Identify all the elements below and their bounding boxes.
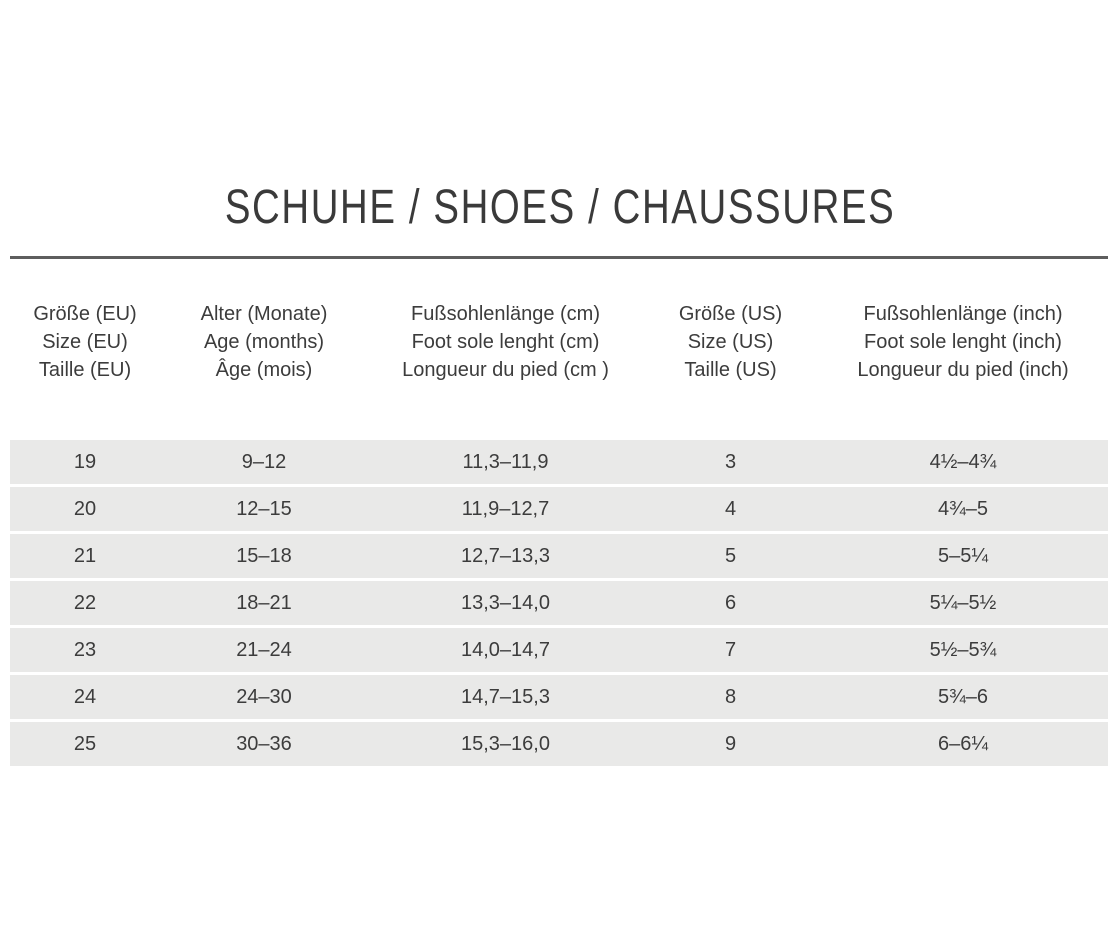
- cell-size-eu: 20: [73, 497, 97, 520]
- header-line-de: Fußsohlenlänge (inch): [863, 303, 1063, 325]
- cell-sole-inch: 5¼–5½: [929, 591, 997, 614]
- page-title: [0, 181, 1120, 234]
- header-line-en: Size (EU): [42, 331, 128, 353]
- header-line-fr: Longueur du pied (inch): [857, 359, 1069, 381]
- header-line-fr: Taille (US): [684, 359, 777, 381]
- cell-age: 21–24: [236, 638, 292, 661]
- cell-sole-cm: 13,3–14,0: [461, 591, 550, 614]
- table-row: [10, 487, 1108, 531]
- cell-sole-inch: 4¾–5: [937, 497, 989, 520]
- cell-size-eu: 24: [73, 685, 97, 708]
- cell-sole-cm: 15,3–16,0: [461, 732, 550, 755]
- header-line-fr: Taille (EU): [38, 359, 132, 381]
- cell-size-eu: 25: [73, 732, 97, 755]
- header-line-de: Größe (EU): [33, 303, 137, 325]
- cell-age: 24–30: [236, 685, 292, 708]
- cell-age: 12–15: [236, 497, 292, 520]
- cell-sole-inch: 5½–5¾: [929, 638, 997, 661]
- cell-sole-cm: 14,7–15,3: [461, 685, 550, 708]
- header-line-fr: Longueur du pied (cm ): [402, 359, 609, 381]
- cell-sole-cm: 14,0–14,7: [461, 638, 550, 661]
- cell-size-us: 9: [724, 732, 737, 755]
- cell-age: 30–36: [236, 732, 292, 755]
- cell-size-eu: 22: [73, 591, 97, 614]
- cell-size-us: 6: [724, 591, 737, 614]
- column-header-sole-inch: [818, 300, 1108, 384]
- cell-size-us: 3: [724, 450, 737, 473]
- cell-sole-inch: 4½–4¾: [929, 450, 997, 473]
- column-header-size-us: [643, 300, 818, 384]
- cell-size-eu: 23: [73, 638, 97, 661]
- column-header-size-eu: [10, 300, 160, 384]
- header-line-de: Fußsohlenlänge (cm): [411, 303, 600, 325]
- table-body: [10, 440, 1108, 769]
- table-row: [10, 534, 1108, 578]
- title-divider: [10, 256, 1108, 259]
- header-line-de: Alter (Monate): [200, 303, 328, 325]
- table-row: [10, 440, 1108, 484]
- header-line-en: Age (months): [203, 331, 325, 353]
- cell-sole-inch: 5–5¼: [937, 544, 989, 567]
- table-row: [10, 581, 1108, 625]
- cell-sole-inch: 6–6¼: [937, 732, 989, 755]
- cell-age: 18–21: [236, 591, 292, 614]
- cell-size-eu: 19: [73, 450, 97, 473]
- cell-sole-cm: 12,7–13,3: [461, 544, 550, 567]
- cell-size-us: 8: [724, 685, 737, 708]
- table-row: [10, 675, 1108, 719]
- page-title-text: SCHUHE / SHOES / CHAUSSURES: [224, 181, 896, 234]
- cell-size-us: 5: [724, 544, 737, 567]
- cell-sole-cm: 11,3–11,9: [462, 450, 549, 473]
- column-header-sole-cm: [368, 300, 643, 384]
- table-header-row: [10, 300, 1108, 384]
- cell-age: 9–12: [241, 450, 287, 473]
- cell-sole-inch: 5¾–6: [937, 685, 989, 708]
- table-row: [10, 722, 1108, 766]
- table-row: [10, 628, 1108, 672]
- header-line-fr: Âge (mois): [215, 359, 313, 381]
- cell-age: 15–18: [236, 544, 292, 567]
- cell-size-eu: 21: [73, 544, 97, 567]
- header-line-de: Größe (US): [678, 303, 783, 325]
- header-line-en: Size (US): [687, 331, 774, 353]
- header-line-en: Foot sole lenght (inch): [864, 331, 1062, 353]
- cell-sole-cm: 11,9–12,7: [461, 497, 550, 520]
- header-line-en: Foot sole lenght (cm): [411, 331, 600, 353]
- cell-size-us: 4: [724, 497, 737, 520]
- column-header-age-months: [160, 300, 368, 384]
- cell-size-us: 7: [724, 638, 737, 661]
